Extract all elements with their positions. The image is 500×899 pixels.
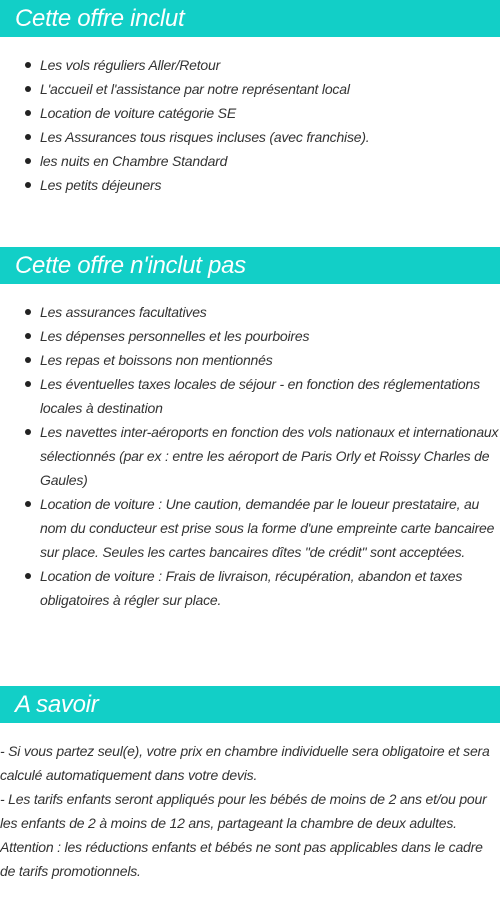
info-paragraph: - Si vous partez seul(e), votre prix en chambre individuelle sera obligatoire et sera calculé automatiquement dans votre devis. <box>0 743 490 783</box>
list-item: Les navettes inter-aéroports en fonction des vols nationaux et internationaux sélectionnés (par ex : entre les aéroport de Paris Orly et Roissy Charles de Gaules) <box>40 420 500 492</box>
list-item: L'accueil et l'assistance par notre représentant local <box>40 77 500 101</box>
includes-list <box>0 53 500 197</box>
list-item: les nuits en Chambre Standard <box>40 149 500 173</box>
list-item: Les Assurances tous risques incluses (avec franchise). <box>40 125 500 149</box>
excludes-list <box>0 300 500 612</box>
list-item: Location de voiture : Une caution, demandée par le loueur prestataire, au nom du conducteur est prise sous la forme d'une empreinte carte bancairee sur place. Seules les cartes bancaires dîtes "de crédit" sont acceptées. <box>40 492 500 564</box>
info-paragraph: Attention : les réductions enfants et bébés ne sont pas applicables dans le cadre de tarifs promotionnels. <box>0 839 483 879</box>
list-item: Location de voiture : Frais de livraison, récupération, abandon et taxes obligatoires à régler sur place. <box>40 564 500 612</box>
list-item: Les éventuelles taxes locales de séjour - en fonction des réglementations locales à destination <box>40 372 500 420</box>
list-item: Les assurances facultatives <box>40 300 500 324</box>
excludes-section-title: Cette offre n'inclut pas <box>0 247 500 284</box>
includes-section-title: Cette offre inclut <box>0 0 500 37</box>
info-section-title: A savoir <box>0 686 500 723</box>
list-item: Les dépenses personnelles et les pourboires <box>40 324 500 348</box>
list-item: Les vols réguliers Aller/Retour <box>40 53 500 77</box>
list-item: Location de voiture catégorie SE <box>40 101 500 125</box>
list-item: Les petits déjeuners <box>40 173 500 197</box>
info-text-block <box>0 739 500 883</box>
info-paragraph: - Les tarifs enfants seront appliqués pour les bébés de moins de 2 ans et/ou pour les enfants de 2 à moins de 12 ans, partageant la chambre de deux adultes. <box>0 791 487 831</box>
list-item: Les repas et boissons non mentionnés <box>40 348 500 372</box>
